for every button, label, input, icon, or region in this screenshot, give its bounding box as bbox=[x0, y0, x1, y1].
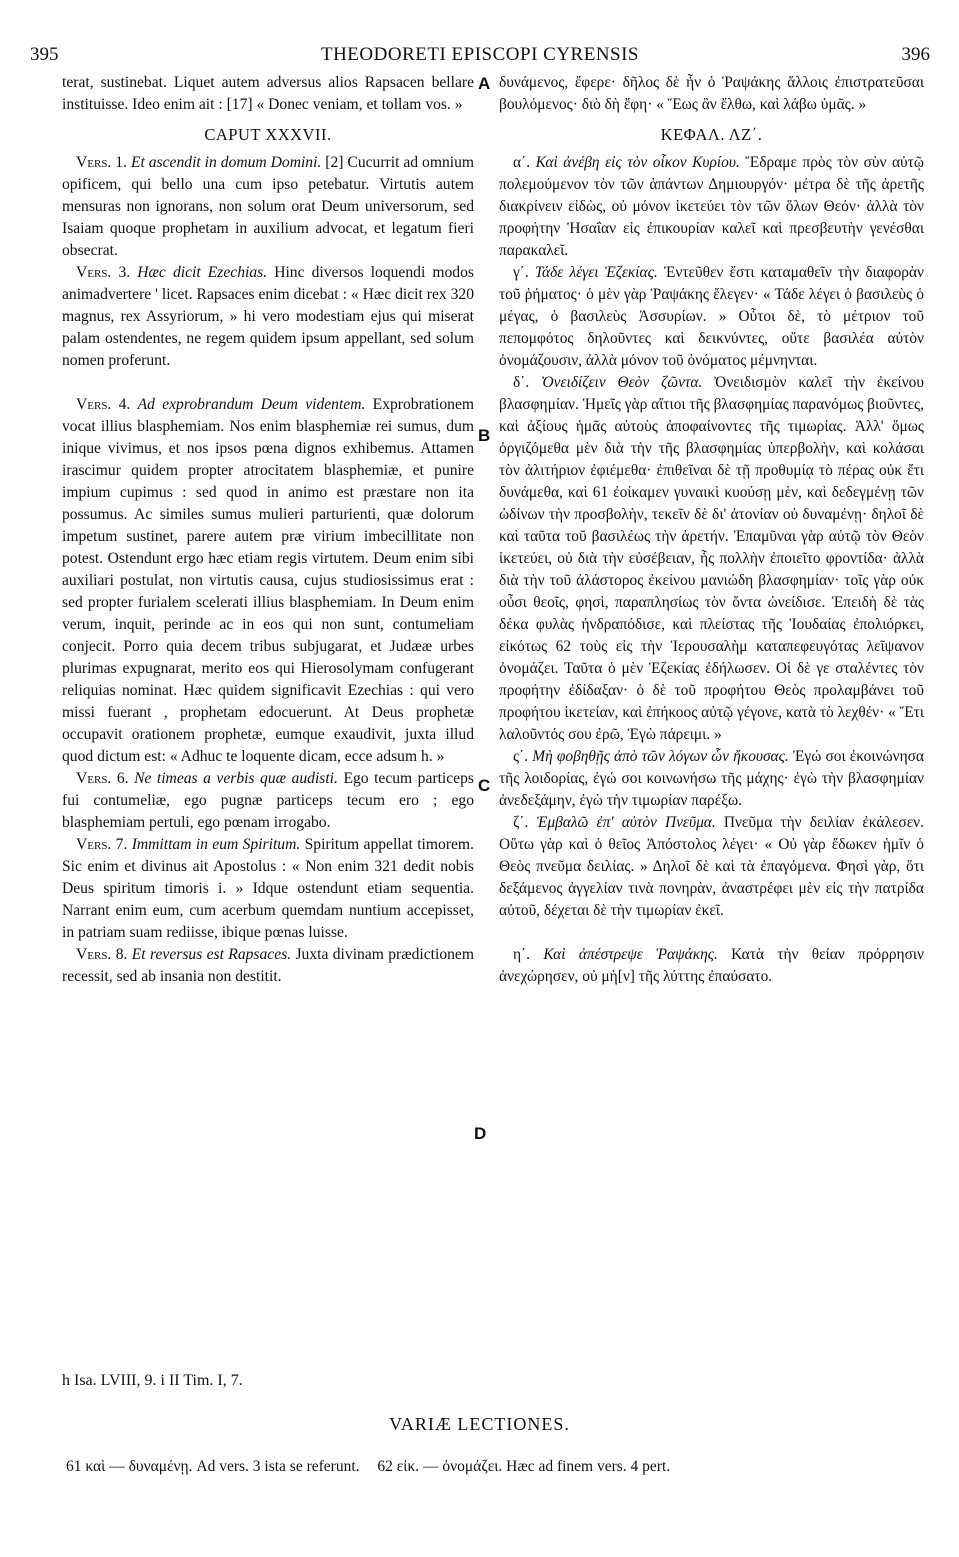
verse-text: Ego tecum particeps fui contumeliæ, ego pugnæ particeps tecum ero ; ego blasphemiam pertuli, ego pœnam irrogabo. bbox=[62, 770, 474, 831]
scripture-footnotes: h Isa. LVIII, 9. i II Tim. I, 7. bbox=[62, 1372, 243, 1389]
verse-text: Hinc diversos loquendi modos animadvertere ' licet. Rapsaces enim dicebat : « Hæc dicit rex 320 magnus, rex Assyriorum, » hi vero modestiam ejus qui miserat palam ostendentes, ne regem quidem ipsum appellant, sed solum nomen proferunt. bbox=[62, 264, 474, 369]
greek-verse-7 bbox=[499, 812, 924, 922]
verse-lemma: Et ascendit in domum Domini. bbox=[130, 154, 322, 171]
verse-text: Ἐγώ σοι ἐκοινώνησα τῆς λοιδορίας, ἐγώ σοι κοινωνήσω τῆς μάχης· ἐγὼ τὴν βλασφημίαν ἀνεδεξάμην, ἐγὼ τὴν τιμωρίαν παρέξω. bbox=[499, 748, 924, 809]
greek-column bbox=[499, 72, 924, 988]
variae-lectiones-heading: VARIÆ LECTIONES. bbox=[389, 1414, 570, 1434]
latin-verse-6 bbox=[62, 768, 474, 834]
verse-lemma: Ne timeas a verbis quæ audisti. bbox=[134, 770, 338, 787]
verse-lemma: Ἐμβαλῶ ἐπ' αὐτὸν Πνεῦμα. bbox=[536, 814, 716, 831]
verse-label: Vers. 6. bbox=[76, 770, 129, 787]
margin-letter-a: A bbox=[478, 74, 491, 93]
verse-label: Vers. 3. bbox=[76, 264, 131, 281]
verse-label: Vers. 8. bbox=[76, 946, 128, 963]
verse-label: ς΄. bbox=[513, 748, 529, 765]
greek-verse-8 bbox=[499, 944, 924, 988]
margin-letter-b: B bbox=[478, 426, 491, 445]
latin-verse-3 bbox=[62, 262, 474, 372]
running-title: THEODORETI EPISCOPI CYRENSIS bbox=[320, 44, 640, 65]
verse-lemma: Hæc dicit Ezechias. bbox=[137, 264, 268, 281]
running-header bbox=[30, 44, 930, 70]
verse-text: Ἔδραμε πρὸς τὸν σὺν αὐτῷ πολεμούμενον τὸν τῶν ἁπάντων Δημιουργόν· μέτρα δὲ τῆς ἀρετῆς διακρίνειν εἰδὼς, οὐ μόνον ἱκετεύει τὸν τῶν ὅλων Θεόν· ἀλλὰ τὸν προφήτην Ἡσαΐαν εἰς ἐπικουρίαν καλεῖ καὶ πρεσβευτὴν γενέσθαι παρακαλεῖ. bbox=[499, 154, 924, 259]
verse-text: Πνεῦμα τὴν δειλίαν ἐκάλεσεν. Οὕτω γὰρ καὶ ὁ θεῖος Ἀπόστολος λέγει· « Οὐ γὰρ ἔδωκεν ἡμῖν ὁ Θεὸς πνεῦμα δειλίας. » Δηλοῖ δὲ καὶ τὰ ἐπαγόμενα. Φησὶ γὰρ, ὅτι δεξάμενος ἀγγελίαν τινὰ πονηρὰν, ἀναστρέφει μὲν εἰς τὴν πατρίδα αὐτοῦ, δέχεται δὲ τὴν τιμωρίαν ἐκεῖ. bbox=[499, 814, 924, 919]
greek-chapter-heading: ΚΕΦΑΛ. ΛΖ΄. bbox=[660, 125, 763, 144]
margin-letter-d: D bbox=[474, 1124, 487, 1143]
variant-note-61: 61 καὶ — δυναμένῃ. Ad vers. 3 ista se referunt. bbox=[66, 1458, 360, 1475]
verse-label: δ΄. bbox=[513, 374, 530, 391]
greek-verse-4 bbox=[499, 372, 924, 746]
verse-lemma: Et reversus est Rapsaces. bbox=[131, 946, 292, 963]
latin-intro: terat, sustinebat. Liquet autem adversus alios Rapsacen bellare instituisse. Ideo enim ait : [17] « Donec veniam, et tollam vos. » bbox=[62, 74, 474, 113]
verse-label: η΄. bbox=[513, 946, 531, 963]
page-number-right: 396 bbox=[901, 44, 930, 65]
verse-lemma: Καὶ ἀνέβη εἰς τὸν οἶκον Κυρίου. bbox=[535, 154, 740, 171]
latin-chapter-heading: CAPUT XXXVII. bbox=[204, 125, 332, 144]
greek-verse-6 bbox=[499, 746, 924, 812]
verse-text: Juxta divinam prædictionem recessit, sed ab insania non destitit. bbox=[62, 946, 474, 985]
greek-verse-1 bbox=[499, 152, 924, 262]
verse-label: Vers. 1. bbox=[76, 154, 127, 171]
verse-lemma: Ὀνειδίζειν Θεὸν ζῶντα. bbox=[541, 374, 703, 391]
verse-text: Exprobrationem vocat illius blasphemiam. Nos enim blasphemiæ rei sumus, dum inique vivimus, et nos ipsos pœna dignos exhibemus. Attamen irascimur quidem propter atrocitatem blasphemiæ, et punire impium cupimus : sed quod in animo est præstare non ita possumus. Ac similes sumus mulieri parturienti, quæ dolorum impetum sustinet, parere autem præ virium imbecillitate non potest. Ostendunt ergo hæc etiam regis virtutem. Deum enim sibi auxiliari postulat, non virtutis causa, cujus studiosissimus erat : sed propter furialem scelerati illius blasphemiam. In Deum enim verum, inquit, perinde ac in eos qui non sunt, contumeliam conjecit. Porro quia decem tribus subjugarat, et Judææ urbes plurimas expugnarat, merito eos qui Hierosolymam confugerant reliquias nominat. Hæc quidem significavit Ezechias : qui vero missi fuerant , prophetam edocuerunt. At Deus prophetæ occupavit orationem prophetæ, eumque exaudivit, juxta illud quod dictum est: « Adhuc te loquente dicam, ecce adsum h. » bbox=[62, 396, 475, 765]
verse-label: Vers. 7. bbox=[76, 836, 128, 853]
verse-text: Κατὰ τὴν θείαν πρόρρησιν ἀνεχώρησεν, οὐ μὴ[ν] τῆς λύττης ἐπαύσατο. bbox=[499, 946, 924, 985]
latin-column bbox=[62, 72, 474, 988]
variae-lectiones-notes bbox=[66, 1458, 926, 1476]
margin-letter-c: C bbox=[478, 776, 491, 795]
verse-label: ζ΄. bbox=[513, 814, 529, 831]
verse-label: α΄. bbox=[513, 154, 531, 171]
verse-lemma: Μὴ φοβηθῇς ἀπὸ τῶν λόγων ὧν ἤκουσας. bbox=[532, 748, 789, 765]
verse-label: γ΄. bbox=[513, 264, 529, 281]
verse-lemma: Καὶ ἀπέστρεψε Ῥαψάκης. bbox=[543, 946, 718, 963]
greek-verse-3 bbox=[499, 262, 924, 372]
verse-label: Vers. 4. bbox=[76, 396, 131, 413]
verse-text: Ἐντεῦθεν ἔστι καταμαθεῖν τὴν διαφορὰν τοῦ ῥήματος· ὁ μὲν γὰρ Ῥαψάκης ἔλεγεν· « Τάδε λέγει ὁ βασιλεὺς ὁ μέγας, ὁ βασιλεὺς Ἀσσυρίων. » Οὗτοι δὲ, τὸ μέτριον τοῦ πεπομφότος δηλοῦντες καὶ δεικνύντες, οὔτε βασιλέα αὐτὸν ὀνομάζουσιν, ἀλλὰ μόνον τοῦ ὀνόματος μέμνηνται. bbox=[499, 264, 924, 369]
latin-verse-7 bbox=[62, 834, 474, 944]
page-number-left: 395 bbox=[30, 44, 59, 65]
verse-text: Spiritum appellat timorem. Sic enim et divinus ait Apostolus : « Non enim 321 dedit nobis Deus spiritum timoris i. » Idque ostendunt etiam sequentia. Narrant enim eum, cum acerbum quemdam nuntium accepisset, in patriam suam rediisse, ibique pœnas luisse. bbox=[62, 836, 474, 941]
greek-intro: δυνάμενος, ἔφερε· δῆλος δὲ ἦν ὁ Ῥαψάκης ἄλλοις ἐπιστρατεῦσαι βουλόμενος· διὸ δὴ ἔφη· « Ἕως ἂν ἔλθω, καὶ λάβω ὑμᾶς. » bbox=[499, 74, 924, 113]
variant-note-62: 62 εἰκ. — ὀνομάζει. Hæc ad finem vers. 4 pert. bbox=[377, 1458, 671, 1475]
latin-verse-1 bbox=[62, 152, 474, 262]
verse-text: [2] Cucurrit ad omnium opificem, qui bello una cum ipso petebatur. Virtutis autem mensuras non ignorans, non solum orat Deum universorum, sed Isaiam quoque prophetam in auxilium advocat, et legatum fieri obsecrat. bbox=[62, 154, 475, 259]
verse-lemma: Immittam in eum Spiritum. bbox=[131, 836, 301, 853]
verse-lemma: Ad exprobrandum Deum videntem. bbox=[137, 396, 366, 413]
verse-lemma: Τάδε λέγει Ἑζεκίας. bbox=[534, 264, 658, 281]
latin-verse-8 bbox=[62, 944, 474, 988]
verse-text: Ὀνειδισμὸν καλεῖ τὴν ἐκείνου βλασφημίαν. Ἡμεῖς γὰρ αἴτιοι τῆς βλασφημίας παρανόμως βιοῦντες, καὶ ἀξίους ἡμᾶς αὐτοὺς ἀποφαίνοντες τῆς τιμωρίας. Ἀλλ' ὅμως ὀργιζόμεθα μὲν διὰ τὴν τῆς βλασφημίας ὑπερβολὴν, καὶ κολάσαι τὸν ἀλιτήριον ἐφιέμεθα· ἐπιθεῖναι δὲ τῇ προθυμίᾳ τὸ πέρας οὐκ ἔτι δυνάμεθα, καὶ 61 ἐοίκαμεν γυναικὶ κυούσῃ μὲν, καὶ δεδεγμένῃ τῶν ὠδίνων τὴν προσβολὴν, τεκεῖν δὲ δι' ἀτονίαν οὐ δυναμένῃ· δηλοῖ δὲ καὶ ταῦτα τοῦ βασιλέως τὴν ἀρετήν. Ἐπαμῦναι γὰρ αὐτῷ τὸν Θεὸν ἱκετεύει, οὐ διὰ τὴν εὐσέβειαν, ἧς πολλὴν ἐποιεῖτο φροντίδα· ἀλλὰ διὰ τὴν τοῦ ἀλάστορος ἐκείνου μανιώδη βλασφημίαν· τοῖς γὰρ οὐκ οὖσι θεοῖς, φησὶ, παραπλησίως τὸν ὄντα ὠνείδισε. Ἐπειδὴ δὲ τὰς δέκα φυλὰς ἠνδραπόδισε, καὶ πλείστας τῆς Ἰουδαίας ἐπολιόρκει, εἰκότως 62 τοὺς εἰς τὴν Ἱερουσαλὴμ καταπεφευγότας λεῖψανον ὀνομάζει. Ταῦτα ὁ μὲν Ἑζεκίας ἐδήλωσεν. Οἱ δὲ γε σταλέντες τὸν προφήτην ἐδίδαξαν· ὁ δὲ τοῦ προφήτου Θεὸς προλαμβάνει τοῦ προφήτου ἱκετείαν, καὶ ἐπήκοος αὐτῷ γέγονε, κατὰ τὸ λεχθέν· « Ἔτι λαλοῦντός σου ἐρῶ, Ἐγὼ πάρειμι. » bbox=[499, 374, 924, 743]
latin-verse-4 bbox=[62, 394, 474, 768]
